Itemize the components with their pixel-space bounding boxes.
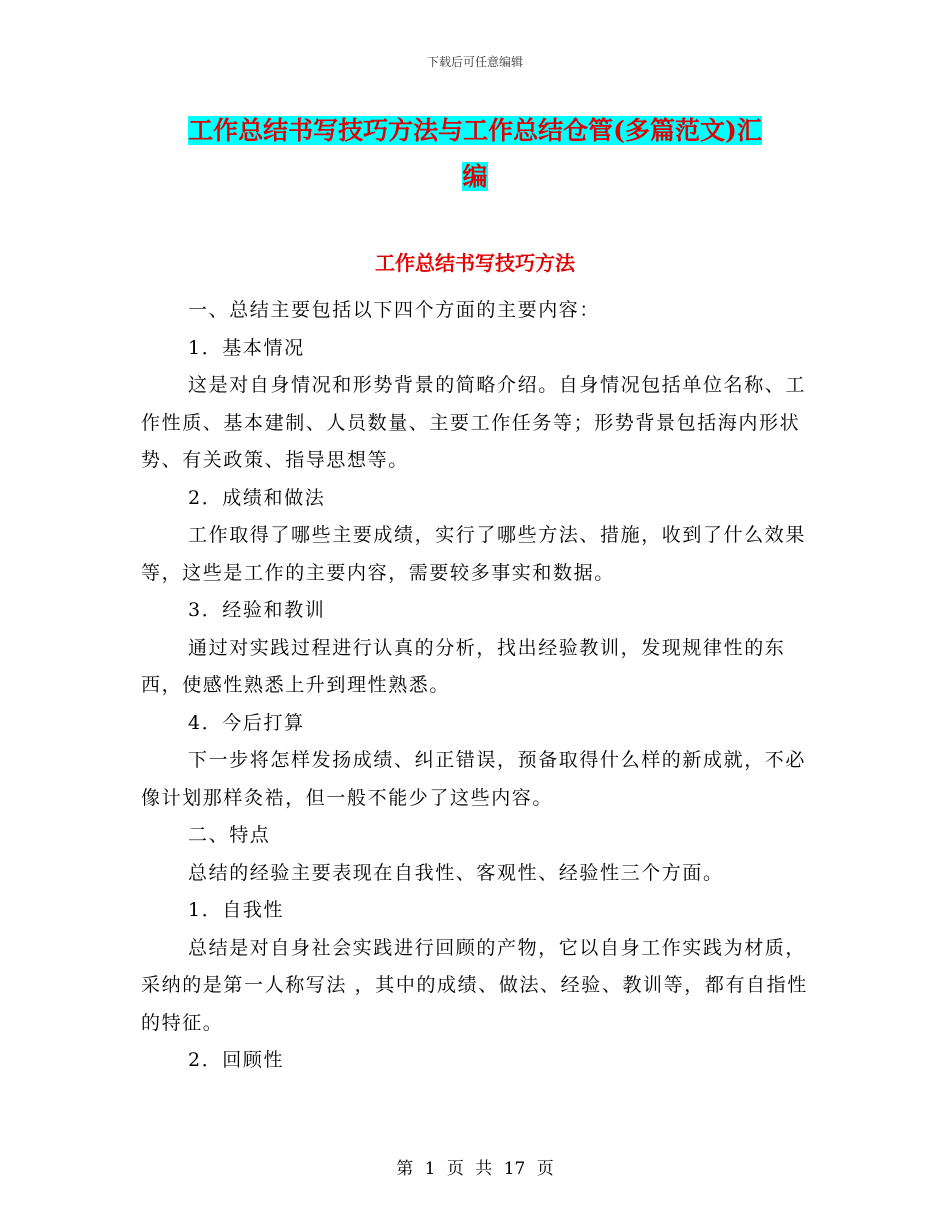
page-header-note: 下载后可任意编辑 <box>426 55 523 69</box>
paragraph: 1．基本情况 <box>188 336 305 359</box>
paragraph: 1．自我性 <box>188 899 285 921</box>
document-title-line-1: 工作总结书写技巧方法与工作总结仓管(多篇范文)汇 <box>188 116 762 145</box>
paragraph: 3．经验和教训 <box>188 599 326 621</box>
paragraph: 工作取得了哪些主要成绩，实行了哪些方法、措施，收到了什么效果等，这些是工作的主要内容，需要较多事实和数据。 <box>141 524 807 584</box>
paragraph: 2．成绩和做法 <box>188 486 326 509</box>
paragraph: 总结是对自身社会实践进行回顾的产物，它以自身工作实践为材质，采纳的是第一人称写法 ，其中的成绩、做法、经验、教训等，都有自指性的特征。 <box>141 936 808 1034</box>
page-footer: 第 1 页 共 17 页 <box>396 1159 554 1179</box>
section-title: 工作总结书写技巧方法 <box>375 251 575 275</box>
paragraph: 总结的经验主要表现在自我性、客观性、经验性三个方面。 <box>188 861 724 884</box>
paragraph: 这是对自身情况和形势背景的简略介绍。自身情况包括单位名称、工作性质、基本建制、人员数量、主要工作任务等；形势背景包括海内形状势、有关政策、指导思想等。 <box>141 374 807 471</box>
paragraph: 二、特点 <box>188 824 271 846</box>
paragraph: 2．回顾性 <box>188 1049 285 1071</box>
document-title-line-2: 编 <box>462 162 488 191</box>
paragraph: 4．今后打算 <box>188 711 305 734</box>
paragraph: 一、总结主要包括以下四个方面的主要内容： <box>188 299 601 321</box>
paragraph: 下一步将怎样发扬成绩、纠正错误，预备取得什么样的新成就，不必像计划那样灸祰，但一般不能少了这些内容。 <box>141 749 807 809</box>
paragraph: 通过对实践过程进行认真的分析，找出经验教训，发现规律性的东西，使感性熟悉上升到理性熟悉。 <box>141 636 786 696</box>
document-title <box>140 108 810 200</box>
document-body <box>141 292 809 1080</box>
